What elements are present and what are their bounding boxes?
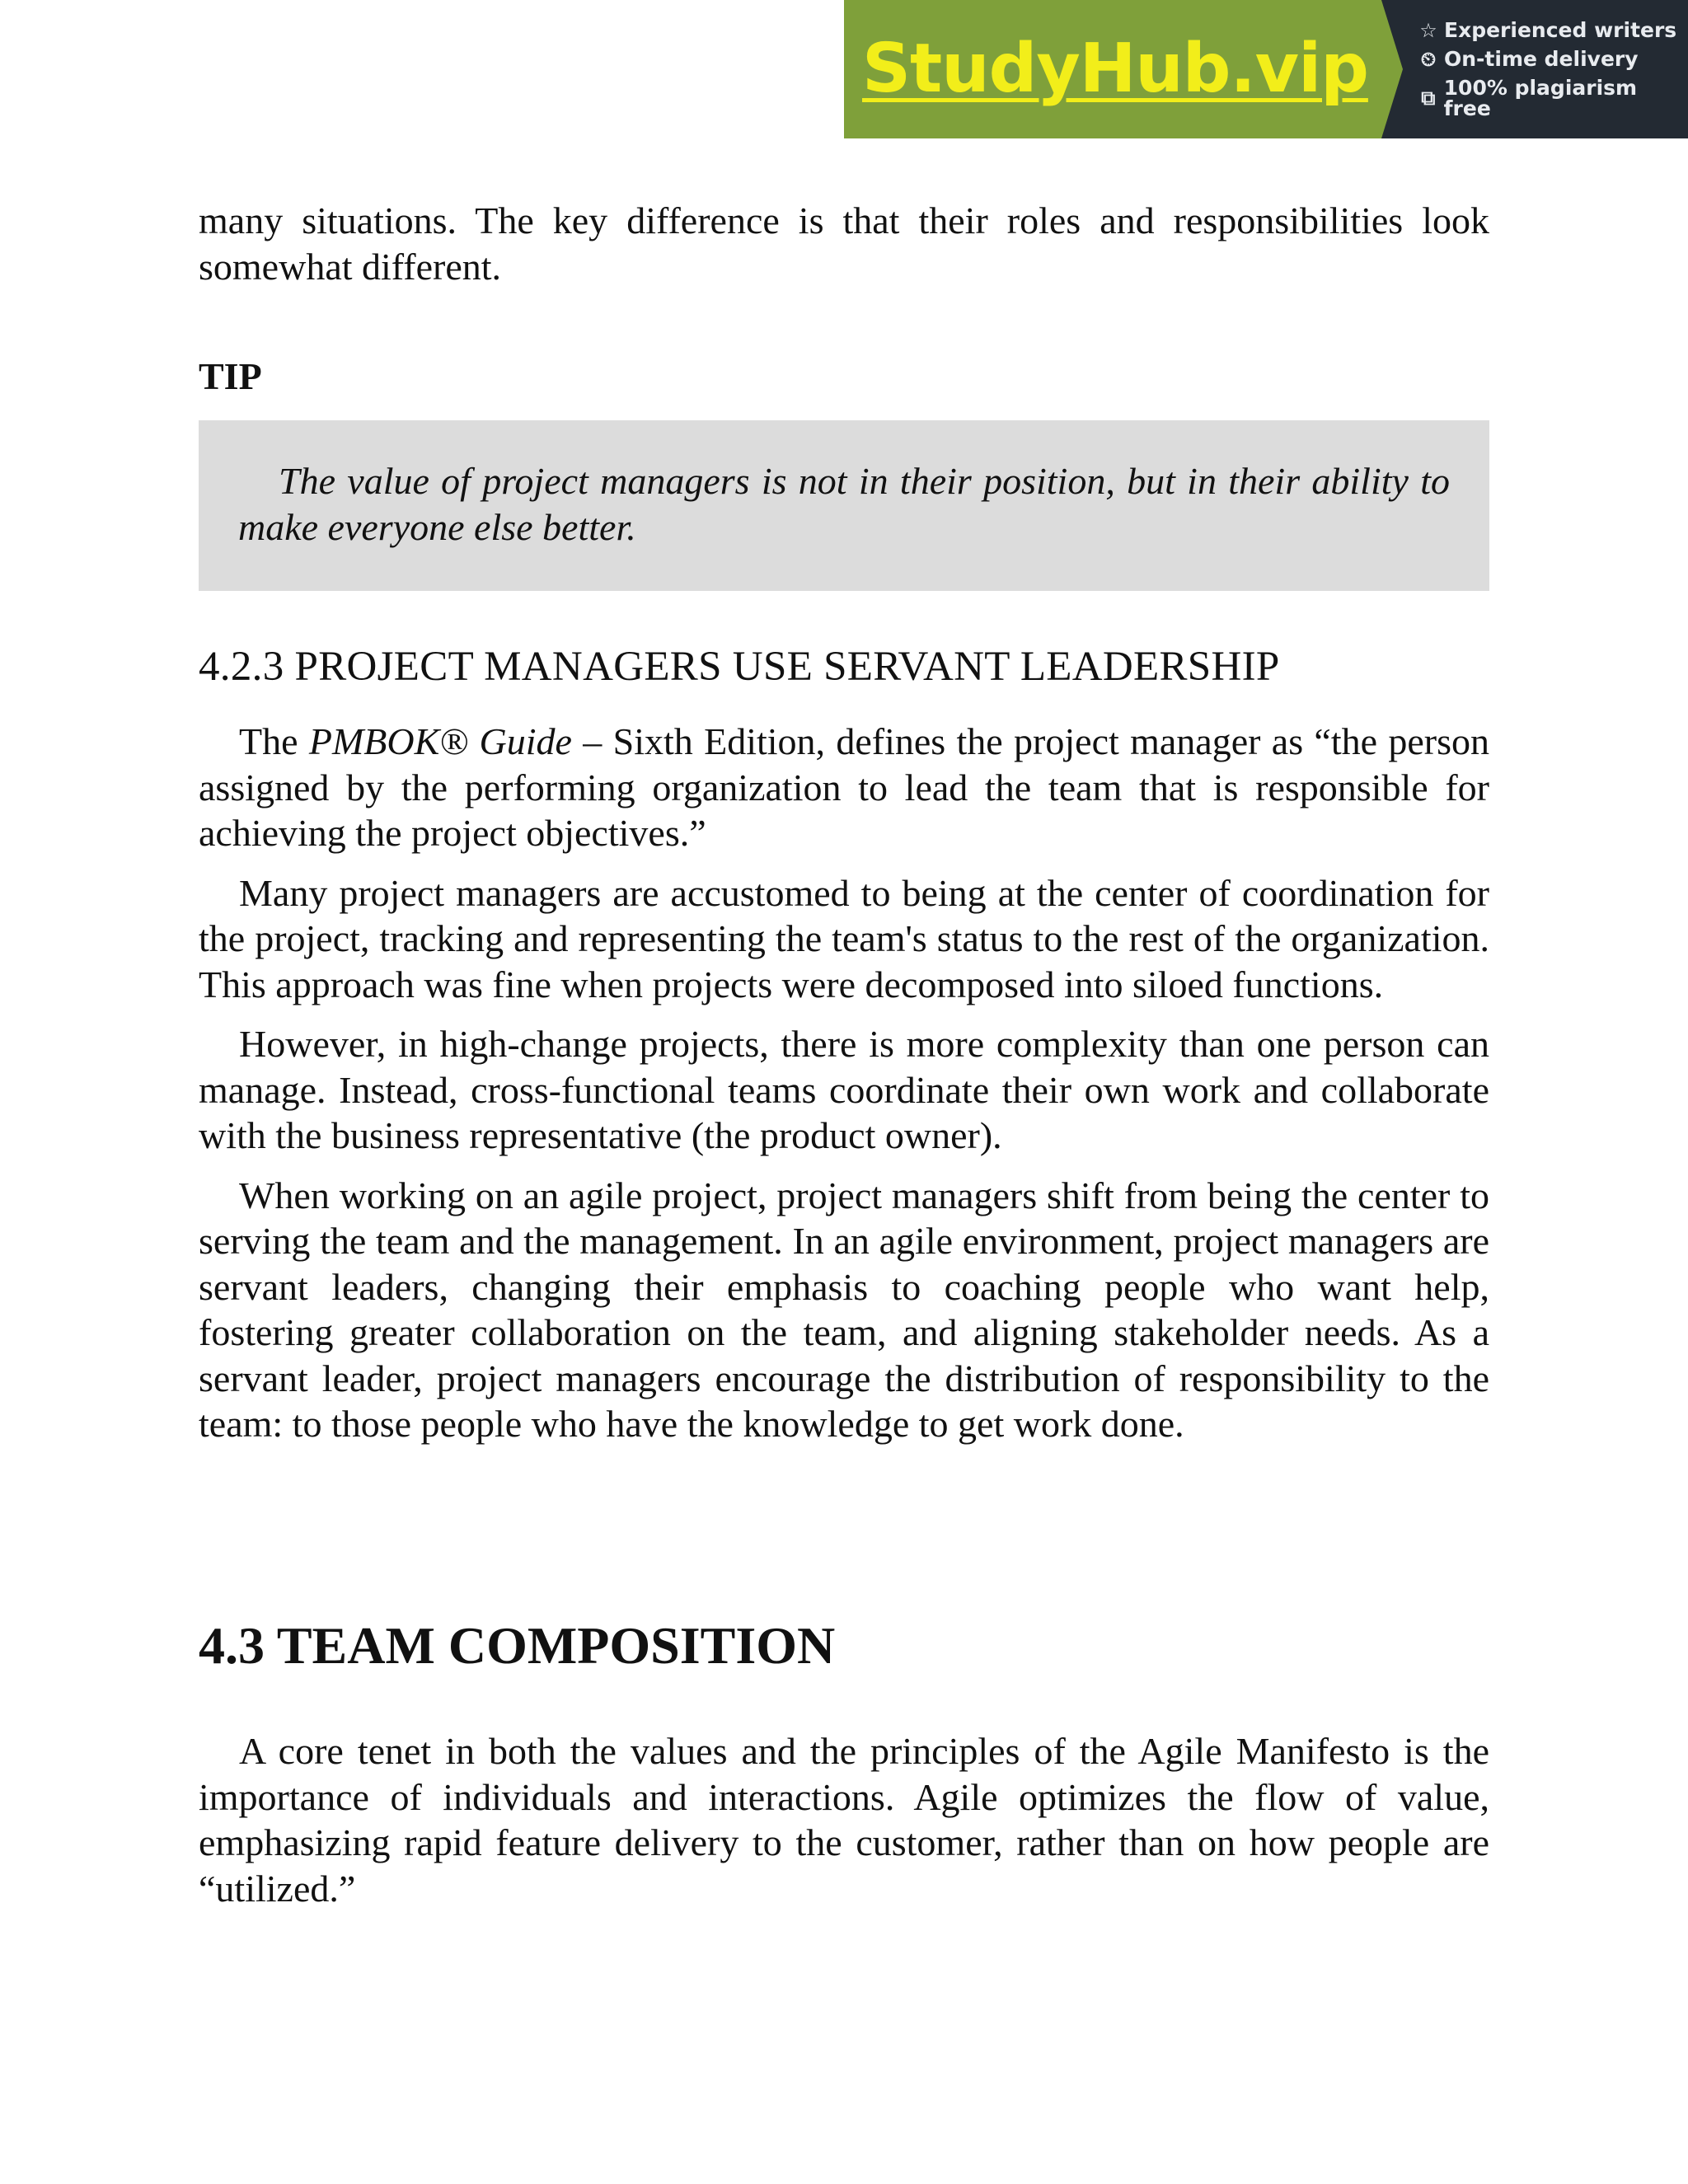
section-4-3 [199,1615,1489,1676]
feature-label: 100% plagiarism free [1443,76,1638,120]
paragraph-servant-leader: When working on an agile project, project managers shift from being the center to serving the team and the management. In an agile environment, project managers are servant leaders, changing their emphasis to coaching people who want help, fostering greater collaboration on the team, and aligning stakeholder needs. As a servant leader, project managers encourage the distribution of responsibility to the team: to those people who have the knowledge to get work done. [199,1174,1489,1445]
section-heading: 4.3 TEAM COMPOSITION [199,1616,836,1675]
paragraph-text: The [239,720,309,762]
feature-label: On-time delivery [1444,47,1639,71]
intro-paragraph: many situations. The key difference is that their roles and responsibilities look somewhat different. [199,199,1489,288]
paragraph-coordination: Many project managers are accustomed to being at the center of coordination for the project, tracking and representing the team's status to the rest of the organization. This approach was fine when projects were decomposed into siloed functions. [199,871,1489,1005]
feature-label: Experienced writers [1444,18,1677,42]
pmbok-guide-title: PMBOK® Guide [308,720,572,762]
document-body [199,198,1489,1910]
star-icon: ☆ [1419,18,1437,42]
paragraph-pmbok-definition [199,719,1489,856]
section-4-2-3 [199,643,1489,691]
studyhub-logo[interactable] [844,0,1381,138]
tip-box [199,420,1489,591]
paragraph-high-change: However, in high-change projects, there is more complexity than one person can manage. Instead, cross-functional teams coordinate their own work and collaborate with the business representative (the product owner). [199,1023,1489,1156]
banner-divider [1381,0,1403,138]
feature-experienced-writers [1418,20,1688,40]
feature-on-time-delivery [1418,49,1688,69]
section-4-2-3-body [199,719,1489,1447]
clock-icon: ⏲ [1420,47,1437,71]
section-heading: 4.2.3 PROJECT MANAGERS USE SERVANT LEADERSHIP [199,644,1280,690]
banner-features [1403,0,1688,138]
tip-text: The value of project managers is not in their position, but in their ability to make everyone else better. [238,460,1450,548]
section-4-3-body [199,1728,1489,1911]
paragraph-agile-manifesto: A core tenet in both the values and the principles of the Agile Manifesto is the importance of individuals and interactions. Agile optimizes the flow of value, emphasizing rapid feature delivery to the customer, rather than on how people are “utilized.” [199,1730,1489,1910]
paragraph-text: – Sixth Edition, defines the project manager as “the person assigned by the performing organization to lead the team that is responsible for achieving the project objectives.” [199,720,1489,854]
copy-icon: ⧉ [1421,87,1436,110]
tip-heading: TIP [199,355,262,397]
feature-plagiarism-free [1418,77,1688,119]
studyhub-banner[interactable] [844,0,1688,138]
logo-text: StudyHub.vip [862,30,1368,108]
